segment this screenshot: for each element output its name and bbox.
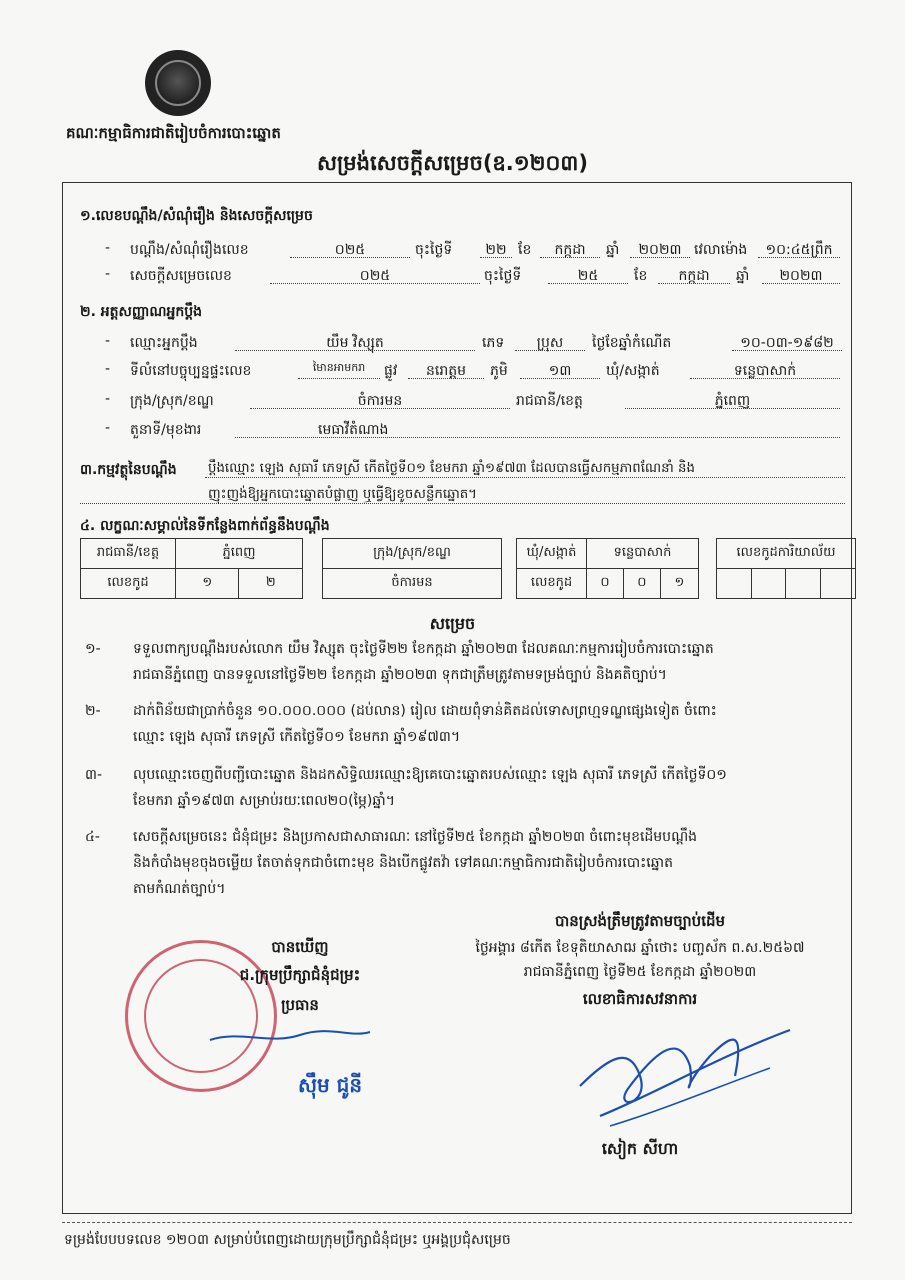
commune: ទន្លេបាសាក់ bbox=[733, 363, 797, 379]
complaint-subject-line1: ប្ដឹងឈ្មោះ ឡេង សុធារី ភេទស្រី កើតថ្ងៃទី០១ ខែមករា ឆ្នាំ១៩៧៣ ដែលបានធ្វើសកម្មភាពណែនាំ និង bbox=[208, 461, 695, 476]
complainant-role: មេធាវីតំណាង bbox=[318, 422, 389, 438]
council-label: ជ.ក្រុមប្រឹក្សាជំនុំជម្រះ bbox=[239, 966, 361, 984]
certified-note: បានស្រង់ត្រឹមត្រូវតាមច្បាប់ដើម bbox=[555, 912, 725, 930]
organization-name: គណៈកម្មាធិការជាតិរៀបចំការបោះឆ្នោត bbox=[66, 124, 281, 142]
secretary-signature bbox=[570, 1016, 800, 1136]
complaint-year: ២០២៣ bbox=[638, 242, 682, 258]
chair-signature bbox=[200, 1010, 380, 1060]
complaint-number-label: បណ្ដឹង/សំណុំរឿងលេខ bbox=[130, 242, 249, 258]
complaint-time: ១០:៤៥ព្រឹក bbox=[765, 242, 833, 258]
decision-month: កក្កដា bbox=[678, 268, 710, 284]
province-value: ភ្នំពេញ bbox=[176, 539, 303, 569]
street: នរោត្តម bbox=[426, 363, 466, 379]
decision-item-1: ១- ទទួលពាក្យបណ្ដឹងរបស់លោក យឹម វិស្សុត ចុះថ្ងៃទី២២ ខែកក្កដា ឆ្នាំ២០២៣ ដែលគណៈកម្មការរៀបចំការបោះឆ្នោត រាជធានីភ្នំពេញ បានទទួលនៅថ្ងៃទី២២ ខែកក្កដា ឆ្នាំ២០២៣ ទុកជាត្រឹមត្រូវតាមទម្រង់ច្បាប់ និងគតិច្បាប់។ bbox=[85, 641, 714, 683]
district-value: ចំការមន bbox=[323, 569, 502, 599]
document-page: គណៈកម្មាធិការជាតិរៀបចំការបោះឆ្នោត សម្រង់សេចក្ដីសម្រេច(ឧ.១២០៣) ១.លេខបណ្ដឹង/សំណុំរឿង និងសេចក្ដីសម្រេច - បណ្ដឹង/សំណុំរឿងលេខ ០២៥ ចុះថ្ងៃទី ២២ ខែ កក្កដា ឆ្នាំ ២០២៣ វេលាម៉ោង ១០:៤៥ព្រឹក - សេចក្ដីសម្រេចលេខ ០២៥ ចុះថ្ងៃទី ២៥ ខែ កក្កដា ឆ្នាំ ២០២៣ ២. អត្តសញ្ញាណអ្នកប្ដឹង - ឈ្មោះអ្នកប្ដឹង យឹម វិស្សុត ភេទ ប្រុស ថ្ងៃខែឆ្នាំកំណើត ១០-០៣-១៩៨២ - ទីលំនៅបច្ចុប្បន្នផ្ទះលេខ មៃានអាមករា ផ្លូវ នរោត្តម ភូមិ ១៣ ឃុំ/សង្កាត់ ទន្លេបាសាក់ - ក្រុង/ស្រុក/ខណ្ឌ ចំការមន រាជធានី/ខេត្ត ភ្នំពេញ - តួនាទី/មុខងារ មេធាវីតំណាង ៣.កម្មវត្ថុនៃបណ្ដឹង ប្ដឹងឈ្មោះ ឡេង សុធារី ភេទស្រី កើតថ្ងៃទី០១ ខែមករា ឆ្នាំ១៩៧៣ ដែលបានធ្វើសកម្មភាពណែនាំ និង ញុះញង់ឱ្យអ្នកបោះឆ្នោតបំផ្លាញ ឬធ្វើឱ្យខូចសន្លឹកឆ្នោត។ ៤. លក្ខណៈសម្គាល់នៃទីកន្លែងពាក់ព័ន្ធនឹងបណ្ដឹង រាជធានី/ខេត្ត ភ្នំពេញ លេខកូដ ១ ២ ក្រុង/ស្រុក/ខណ្ឌ ចំការមន ឃុំ/សង្កាត់ ទន្លេបាសាក់ លេខកូដ ០ ០ ១ លេខកូដការិយាល័យ សម្រេច ១- ទទួលពាក្យបណ្ដឹងរបស់លោក យឹម វិស្សុត ចុះថ្ងៃទី២២ ខែកក្កដា ឆ្នាំ២០២៣ ដែលគណៈកម្មការរៀបចំការបោះឆ្នោត រាជធានីភ្នំពេញ បានទទួលនៅថ្ងៃទី២២ ខែកក្កដា ឆ្នាំ២០២៣ ទុកជាត្រឹមត្រូវតាមទម្រង់ច្បាប់ និងគតិច្បាប់។ ២- ដាក់ពិន័យជាប្រាក់ចំនួន ១០.០០០.០០០ (ដប់លាន) រៀល ដោយពុំទាន់គិតដល់ទោសព្រហ្មទណ្ឌផ្សេងទៀត ចំពោះ ឈ្មោះ ឡេង សុធារី ភេទស្រី កើតថ្ងៃទី០១ ខែមករា ឆ្នាំ១៩៧៣។ ៣- លុបឈ្មោះចេញពីបញ្ជីបោះឆ្នោត និងដកសិទ្ធិឈរឈ្មោះឱ្យគេបោះឆ្នោតរបស់ឈ្មោះ ឡេង សុធារី ភេទស្រី កើតថ្ងៃទី០១ ខែមករា ឆ្នាំ១៩៧៣ សម្រាប់រយៈពេល២០(ម្ភៃ)ឆ្នាំ។ ៤- សេចក្ដីសម្រេចនេះ ជំនុំជម្រះ និងប្រកាសជាសាធារណៈ នៅថ្ងៃទី២៥ ខែកក្កដា ឆ្នាំ២០២៣ ចំពោះមុខដើមបណ្ដឹង និងកំបាំងមុខចុងចម្លើយ តែចាត់ទុកជាចំពោះមុខ និងបើកផ្លូវតវ៉ា ទៅគណៈកម្មាធិការជាតិរៀបចំការបោះឆ្នោត តាមកំណត់ច្បាប់។ បានស្រង់ត្រឹមត្រូវតាមច្បាប់ដើម ថ្ងៃអង្គារ ៨កើត ខែទុតិយាសាឍ ឆ្នាំថោះ បញ្ចស័ក ព.ស.២៥៦៧ រាជធានីភ្នំពេញ ថ្ងៃទី២៥ ខែកក្កដា ឆ្នាំ២០២៣ លេខាធិការសវនាការ សៀក សីហា បានឃើញ ជ.ក្រុមប្រឹក្សាជំនុំជម្រះ ប្រធាន ស៊ឹម ជូនី ទម្រង់បែបបទលេខ ១២០៣ សម្រាប់បំពេញដោយក្រុមប្រឹក្សាជំនុំជម្រះ ឬអង្គប្រជុំសម្រេច bbox=[0, 0, 905, 1280]
province-code-table: រាជធានី/ខេត្ត ភ្នំពេញ លេខកូដ ១ ២ bbox=[80, 538, 303, 599]
house-number: មៃានអាមករា bbox=[312, 361, 366, 374]
chair-name: ស៊ឹម ជូនី bbox=[297, 1073, 363, 1097]
section3-heading: ៣.កម្មវត្ថុនៃបណ្ដឹង bbox=[80, 462, 177, 478]
section4-heading: ៤. លក្ខណៈសម្គាល់នៃទីកន្លែងពាក់ព័ន្ធនឹងបណ្ដឹង bbox=[80, 518, 330, 534]
district-table: ក្រុង/ស្រុក/ខណ្ឌ ចំការមន bbox=[322, 538, 502, 599]
complaint-number: ០២៥ bbox=[334, 242, 366, 258]
secretary-title: លេខាធិការសវនាការ bbox=[582, 990, 698, 1008]
district: ចំការមន bbox=[357, 393, 403, 409]
station-code-table: លេខកូដការិយាល័យ bbox=[716, 538, 856, 599]
secretary-name: សៀក សីហា bbox=[601, 1139, 679, 1158]
province: ភ្នំពេញ bbox=[714, 393, 751, 409]
document-title: សម្រង់សេចក្ដីសម្រេច(ឧ.១២០៣) bbox=[317, 151, 588, 175]
complainant-name: យឹម វិស្សុត bbox=[326, 335, 384, 351]
lunar-date: ថ្ងៃអង្គារ ៨កើត ខែទុតិយាសាឍ ឆ្នាំថោះ បញ្ចស័ក ព.ស.២៥៦៧ bbox=[475, 940, 805, 956]
decision-number-label: សេចក្ដីសម្រេចលេខ bbox=[130, 268, 232, 284]
section1-heading: ១.លេខបណ្ដឹង/សំណុំរឿង និងសេចក្ដីសម្រេច bbox=[80, 208, 313, 224]
nec-logo bbox=[145, 50, 211, 116]
complainant-sex: ប្រុស bbox=[536, 335, 564, 351]
village: ១៣ bbox=[548, 363, 572, 379]
footer-divider bbox=[62, 1222, 852, 1223]
complaint-month: កក្កដា bbox=[554, 242, 586, 258]
decision-item-2: ២- ដាក់ពិន័យជាប្រាក់ចំនួន ១០.០០០.០០០ (ដប់លាន) រៀល ដោយពុំទាន់គិតដល់ទោសព្រហ្មទណ្ឌផ្សេងទៀត ចំពោះ ឈ្មោះ ឡេង សុធារី ភេទស្រី កើតថ្ងៃទី០១ ខែមករា ឆ្នាំ១៩៧៣។ bbox=[85, 703, 717, 745]
complainant-dob: ១០-០៣-១៩៨២ bbox=[740, 335, 834, 351]
place-date: រាជធានីភ្នំពេញ ថ្ងៃទី២៥ ខែកក្កដា ឆ្នាំ២០២៣ bbox=[523, 964, 757, 980]
section2-heading: ២. អត្តសញ្ញាណអ្នកប្ដឹង bbox=[80, 304, 203, 320]
decision-item-4: ៤- សេចក្ដីសម្រេចនេះ ជំនុំជម្រះ និងប្រកាសជាសាធារណៈ នៅថ្ងៃទី២៥ ខែកក្កដា ឆ្នាំ២០២៣ ចំពោះមុខដើមបណ្ដឹង និងកំបាំងមុខចុងចម្លើយ តែចាត់ទុកជាចំពោះមុខ និងបើកផ្លូវតវ៉ា ទៅគណៈកម្មាធិការជាតិរៀបចំការបោះឆ្នោត តាមកំណត់ច្បាប់។ bbox=[85, 829, 698, 897]
chair-label: ប្រធាន bbox=[281, 996, 319, 1014]
decision-day: ២៥ bbox=[577, 268, 599, 284]
complaint-day: ២២ bbox=[485, 242, 507, 258]
decision-item-3: ៣- លុបឈ្មោះចេញពីបញ្ជីបោះឆ្នោត និងដកសិទ្ធិឈរឈ្មោះឱ្យគេបោះឆ្នោតរបស់ឈ្មោះ ឡេង សុធារី ភេទស្រី កើតថ្ងៃទី០១ ខែមករា ឆ្នាំ១៩៧៣ សម្រាប់រយៈពេល២០(ម្ភៃ)ឆ្នាំ។ bbox=[85, 767, 727, 809]
complaint-subject-line2: ញុះញង់ឱ្យអ្នកបោះឆ្នោតបំផ្លាញ ឬធ្វើឱ្យខូចសន្លឹកឆ្នោត។ bbox=[208, 487, 477, 502]
decision-year: ២០២៣ bbox=[779, 268, 823, 284]
commune-code-table: ឃុំ/សង្កាត់ ទន្លេបាសាក់ លេខកូដ ០ ០ ១ bbox=[516, 538, 699, 599]
decision-heading: សម្រេច bbox=[429, 614, 476, 633]
decision-number: ០២៥ bbox=[359, 268, 391, 284]
form-footer: ទម្រង់បែបបទលេខ ១២០៣ សម្រាប់បំពេញដោយក្រុមប្រឹក្សាជំនុំជម្រះ ឬអង្គប្រជុំសម្រេច bbox=[64, 1232, 511, 1248]
seen-label: បានឃើញ bbox=[271, 938, 329, 956]
